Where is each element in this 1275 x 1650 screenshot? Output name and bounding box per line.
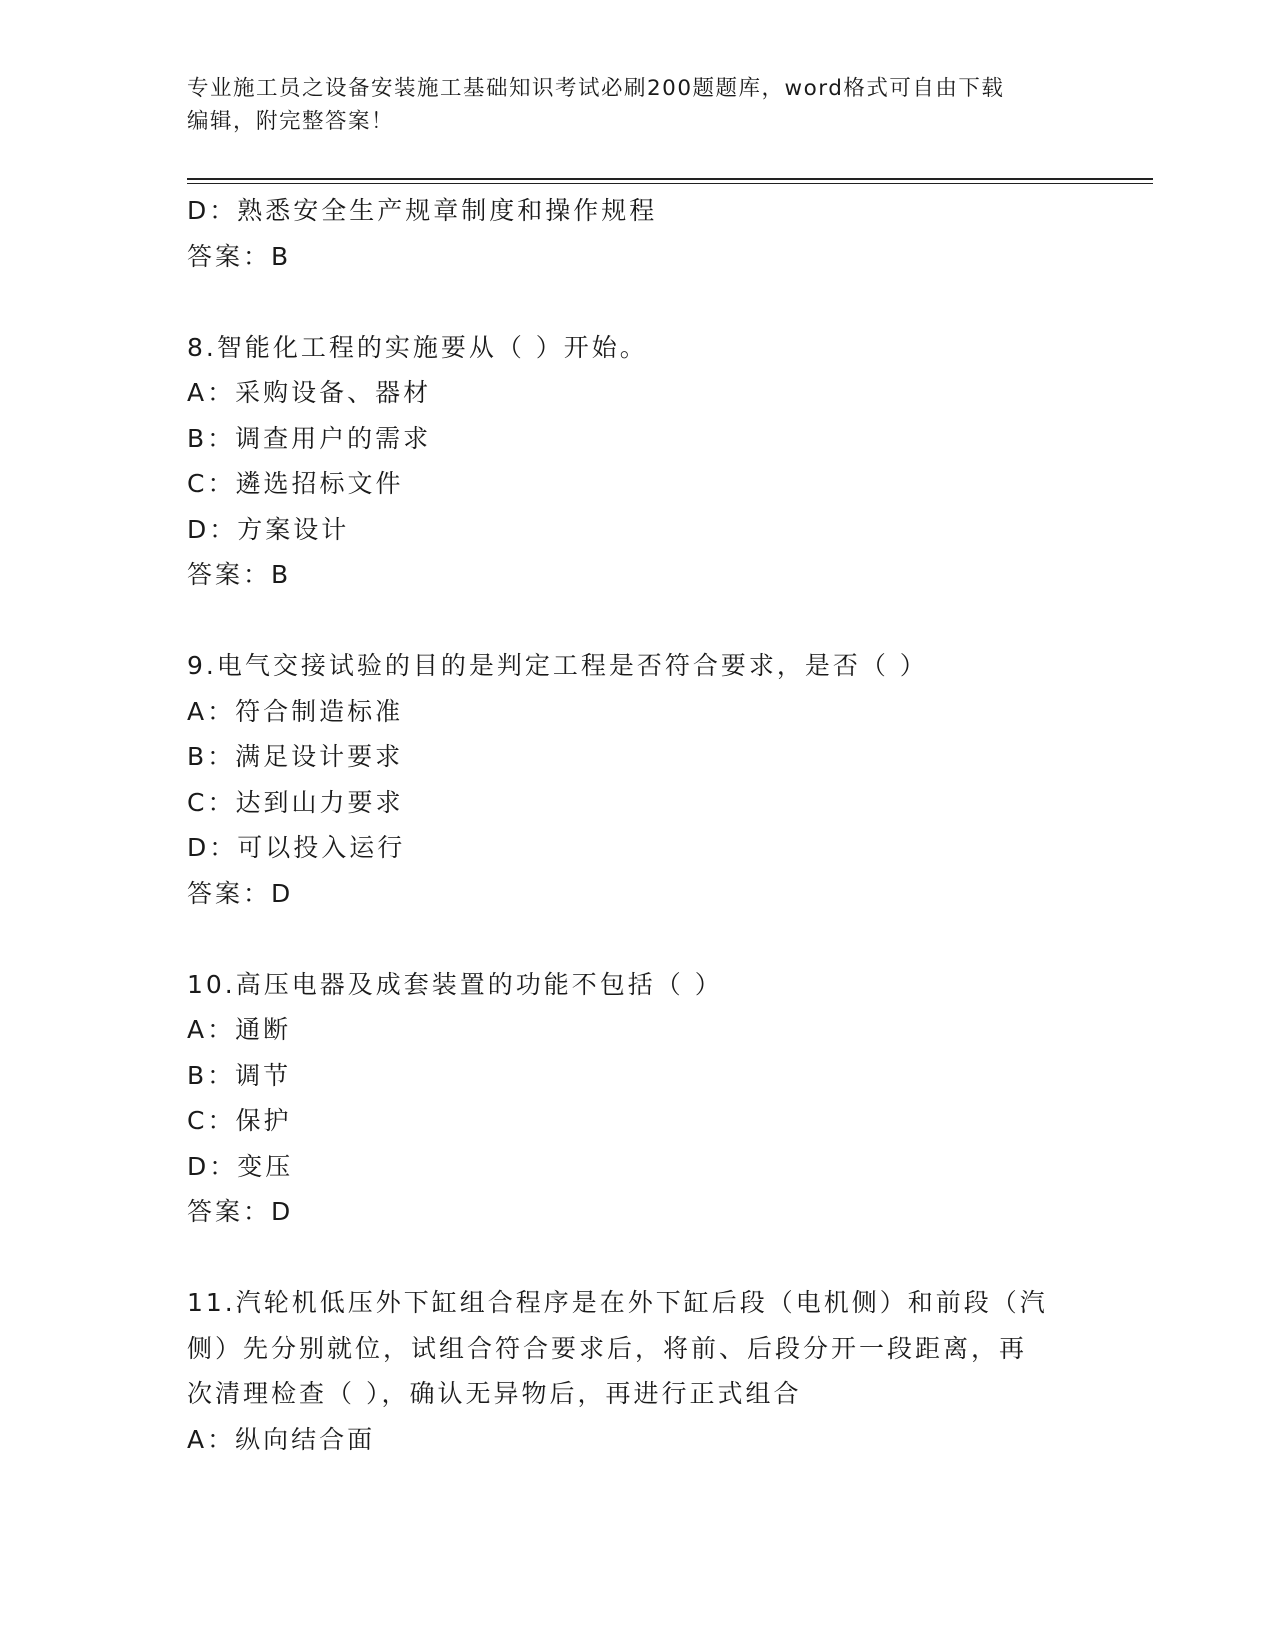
header-line-2: 编辑，附完整答案！ — [187, 109, 395, 134]
spacer — [187, 916, 1087, 962]
question-9 — [187, 643, 1087, 916]
answer: 答案：D — [187, 878, 294, 908]
question-11 — [187, 1280, 1087, 1462]
question-stem: 9.电气交接试验的目的是判定工程是否符合要求，是否（ ） — [187, 651, 928, 680]
question-stem-line-2: 侧）先分别就位，试组合符合要求后，将前、后段分开一段距离，再 — [187, 1333, 1028, 1363]
option-c: C：达到山力要求 — [187, 787, 404, 817]
spacer — [187, 279, 1087, 325]
option-c: C：保护 — [187, 1106, 292, 1135]
question-10 — [187, 962, 1087, 1235]
question-stem: 8.智能化工程的实施要从（ ）开始。 — [187, 332, 648, 362]
option-b: B：调查用户的需求 — [187, 423, 432, 453]
option-b: B：调节 — [187, 1060, 292, 1090]
answer: 答案：B — [187, 241, 292, 271]
header-divider-thin — [187, 183, 1153, 184]
option-c: C：遴选招标文件 — [187, 469, 404, 498]
answer: 答案：D — [187, 1197, 294, 1226]
question-content — [187, 188, 1087, 1462]
question-stem-line-1: 11.汽轮机低压外下缸组合程序是在外下缸后段（电机侧）和前段（汽 — [187, 1288, 1048, 1317]
spacer — [187, 1235, 1087, 1281]
option-a: A：符合制造标准 — [187, 696, 404, 726]
header-divider-thick — [187, 178, 1153, 180]
answer: 答案：B — [187, 560, 292, 589]
header-line-1: 专业施工员之设备安装施工基础知识考试必刷200题题库，word格式可自由下载 — [187, 76, 1005, 101]
option-d: D：可以投入运行 — [187, 833, 406, 862]
option-d: D：熟悉安全生产规章制度和操作规程 — [187, 196, 658, 225]
question-8 — [187, 325, 1087, 598]
option-a: A：通断 — [187, 1015, 292, 1044]
document-header — [187, 72, 1067, 138]
option-b: B：满足设计要求 — [187, 742, 404, 771]
spacer — [187, 598, 1087, 644]
option-a: A：纵向结合面 — [187, 1424, 376, 1454]
question-stem: 10.高压电器及成套装置的功能不包括（ ） — [187, 969, 723, 999]
option-d: D：方案设计 — [187, 514, 350, 544]
option-d: D：变压 — [187, 1151, 294, 1181]
option-a: A：采购设备、器材 — [187, 378, 432, 407]
question-stem-line-3: 次清理检查（ ），确认无异物后，再进行正式组合 — [187, 1379, 802, 1408]
